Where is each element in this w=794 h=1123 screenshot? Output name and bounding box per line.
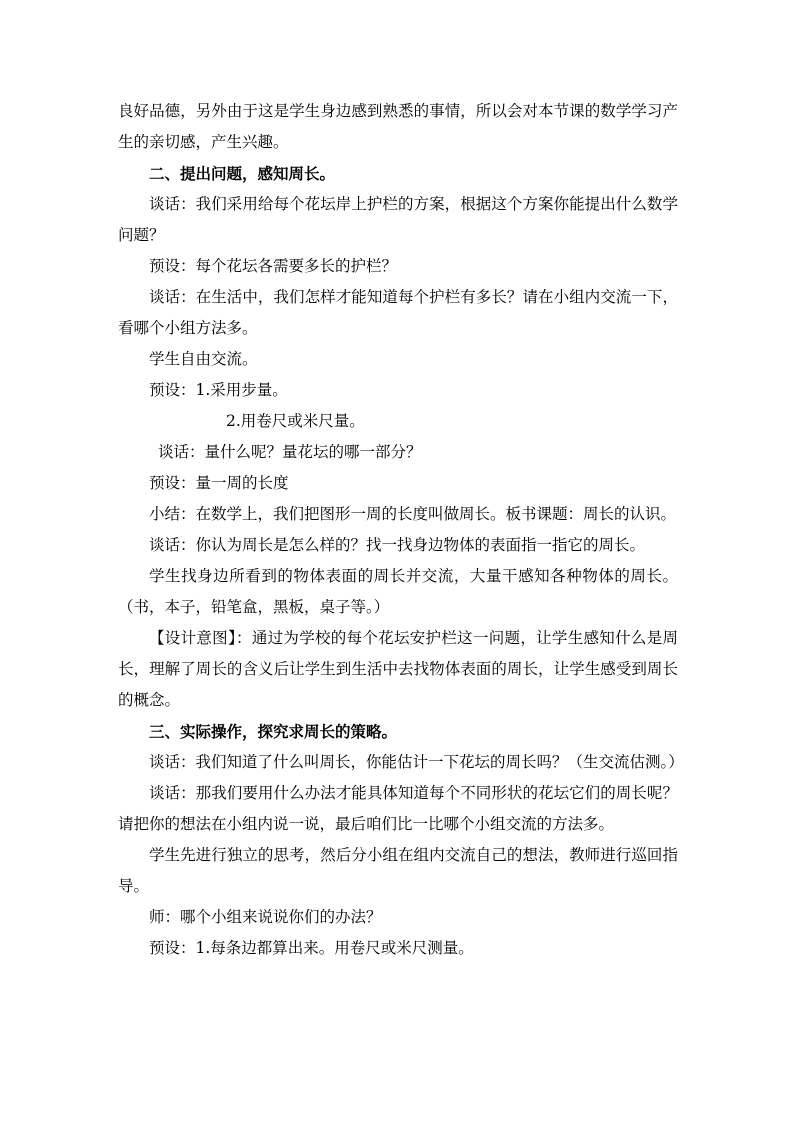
paragraph: 学生自由交流。 <box>149 350 258 368</box>
paragraph: 谈话：在生活中，我们怎样才能知道每个护栏有多长？请在小组内交流一下，看哪个小组方法多。 <box>118 288 678 337</box>
paragraph: 预设：量一周的长度 <box>149 474 289 492</box>
paragraph: 学生找身边所看到的物体表面的周长并交流，大量干感知各种物体的周长。（书，本子，铅笔盒，黑板，桌子等。） <box>118 567 678 616</box>
paragraph: 谈话：量什么呢？量花坛的哪一部分？ <box>158 443 422 461</box>
paragraph: 师：哪个小组来说说你们的办法？ <box>149 908 382 926</box>
section-heading: 二、提出问题，感知周长。 <box>149 164 336 183</box>
paragraph: 小结：在数学上，我们把图形一周的长度叫做周长。板书课题：周长的认识。 <box>149 505 677 523</box>
paragraph: 谈话：那我们要用什么办法才能具体知道每个不同形状的花坛它们的周长呢？请把你的想法在小组内说一说，最后咱们比一比哪个小组交流的方法多。 <box>118 784 678 833</box>
paragraph: 谈话：我们知道了什么叫周长，你能估计一下花坛的周长吗？（生交流估测。） <box>149 753 684 771</box>
paragraph: 谈话：你认为周长是怎么样的？找一找身边物体的表面指一指它的周长。 <box>149 536 646 554</box>
section-heading: 三、实际操作，探究求周长的策略。 <box>149 722 398 741</box>
list-item: 2.用卷尺或米尺量。 <box>226 412 365 430</box>
paragraph: 良好品德，另外由于这是学生身边感到熟悉的事情，所以会对本节课的数学学习产生的亲切感，产生兴趣。 <box>118 102 678 151</box>
paragraph: 预设：每个花坛各需要多长的护栏？ <box>149 257 398 275</box>
paragraph: 学生先进行独立的思考，然后分小组在组内交流自己的想法，教师进行巡回指导。 <box>118 846 678 895</box>
list-item: 预设：1.每条边都算出来。用卷尺或米尺测量。 <box>149 939 474 957</box>
document-body <box>118 96 684 964</box>
list-item: 预设：1.采用步量。 <box>149 381 288 399</box>
design-intent-paragraph: 【设计意图】：通过为学校的每个花坛安护栏这一问题，让学生感知什么是周长，理解了周长的含义后让学生到生活中去找物体表面的周长，让学生感受到周长的概念。 <box>118 629 678 709</box>
paragraph: 谈话：我们采用给每个花坛岸上护栏的方案，根据这个方案你能提出什么数学问题？ <box>118 195 678 244</box>
